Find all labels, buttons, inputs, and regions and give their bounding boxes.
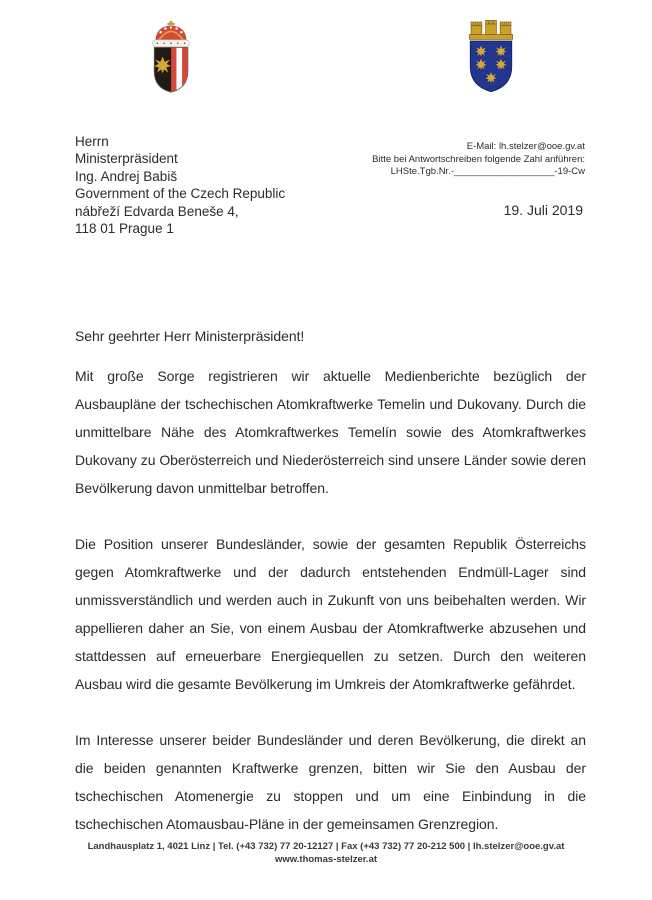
paragraph-1: Mit große Sorge registrieren wir aktuelle Medienberichte bezüglich der Ausbaupläne der tschechischen Atomkraftwerke Temelin und Dukovany. Durch die unmittelbare Nähe des Atomkraftwerkes Temelín sowie des Atomkraftwerkes Dukovany zu Oberösterreich und Niederösterreich sind unsere Länder sowie deren Bevölkerung davon unmittelbar betroffen.: [75, 368, 586, 496]
upper-austria-crest-icon: [139, 21, 203, 101]
footer: [0, 840, 652, 866]
reference-number: LHSte.Tgb.Nr.-___________________-19-Cw: [390, 166, 585, 177]
recipient-line: Herrn: [75, 134, 109, 149]
reference-note: Bitte bei Antwortschreiben folgende Zahl anführen:: [372, 153, 585, 165]
letter-body: [75, 322, 586, 866]
recipient-address: [75, 133, 285, 237]
paragraph-3: Im Interesse unserer beider Bundesländer und deren Bevölkerung, die direkt an die beiden genannten Kraftwerke grenzen, bitten wir Sie den Ausbau der tschechischen Atomenergie zu stoppen und um eine Einbindung in die tschechischen Atomausbau-Pläne in der gemeinsamen Grenzregion.: [75, 732, 586, 832]
recipient-line: 118 01 Prague 1: [75, 221, 174, 237]
recipient-line: Ing. Andrej Babiš: [75, 168, 178, 184]
letter-date: 19. Juli 2019: [503, 202, 583, 218]
reference-block: [372, 141, 585, 179]
paragraph-2: Die Position unserer Bundesländer, sowie der gesamten Republik Österreichs gegen Atomkraftwerke und der dadurch entstehenden Endmüll-Lager sind unmissverständlich und werden auch in Zukunft von uns beibehalten werden. Wir appellieren daher an Sie, von einem Ausbau der Atomkraftwerke abzusehen und stattdessen auf erneuerbare Energiequellen zu setzen. Durch den weiteren Ausbau wird die gesamte Bevölkerung im Umkreis der Atomkraftwerke gefährdet.: [75, 536, 586, 692]
recipient-line: Government of the Czech Republic: [75, 186, 286, 202]
recipient-line: nábřeží Edvarda Beneše 4,: [75, 203, 239, 219]
salutation: Sehr geehrter Herr Ministerpräsident!: [75, 328, 305, 344]
lower-austria-crest-icon: [457, 17, 525, 100]
sender-email: E-Mail: lh.stelzer@ooe.gv.at: [466, 141, 585, 152]
recipient-line: Ministerpräsident: [75, 151, 178, 167]
footer-website: www.thomas-stelzer.at: [274, 854, 378, 865]
footer-contact-line: Landhausplatz 1, 4021 Linz | Tel. (+43 732) 77 20-12127 | Fax (+43 732) 77 20-212 500 | lh.stelzer@ooe.gv.at: [87, 841, 565, 852]
